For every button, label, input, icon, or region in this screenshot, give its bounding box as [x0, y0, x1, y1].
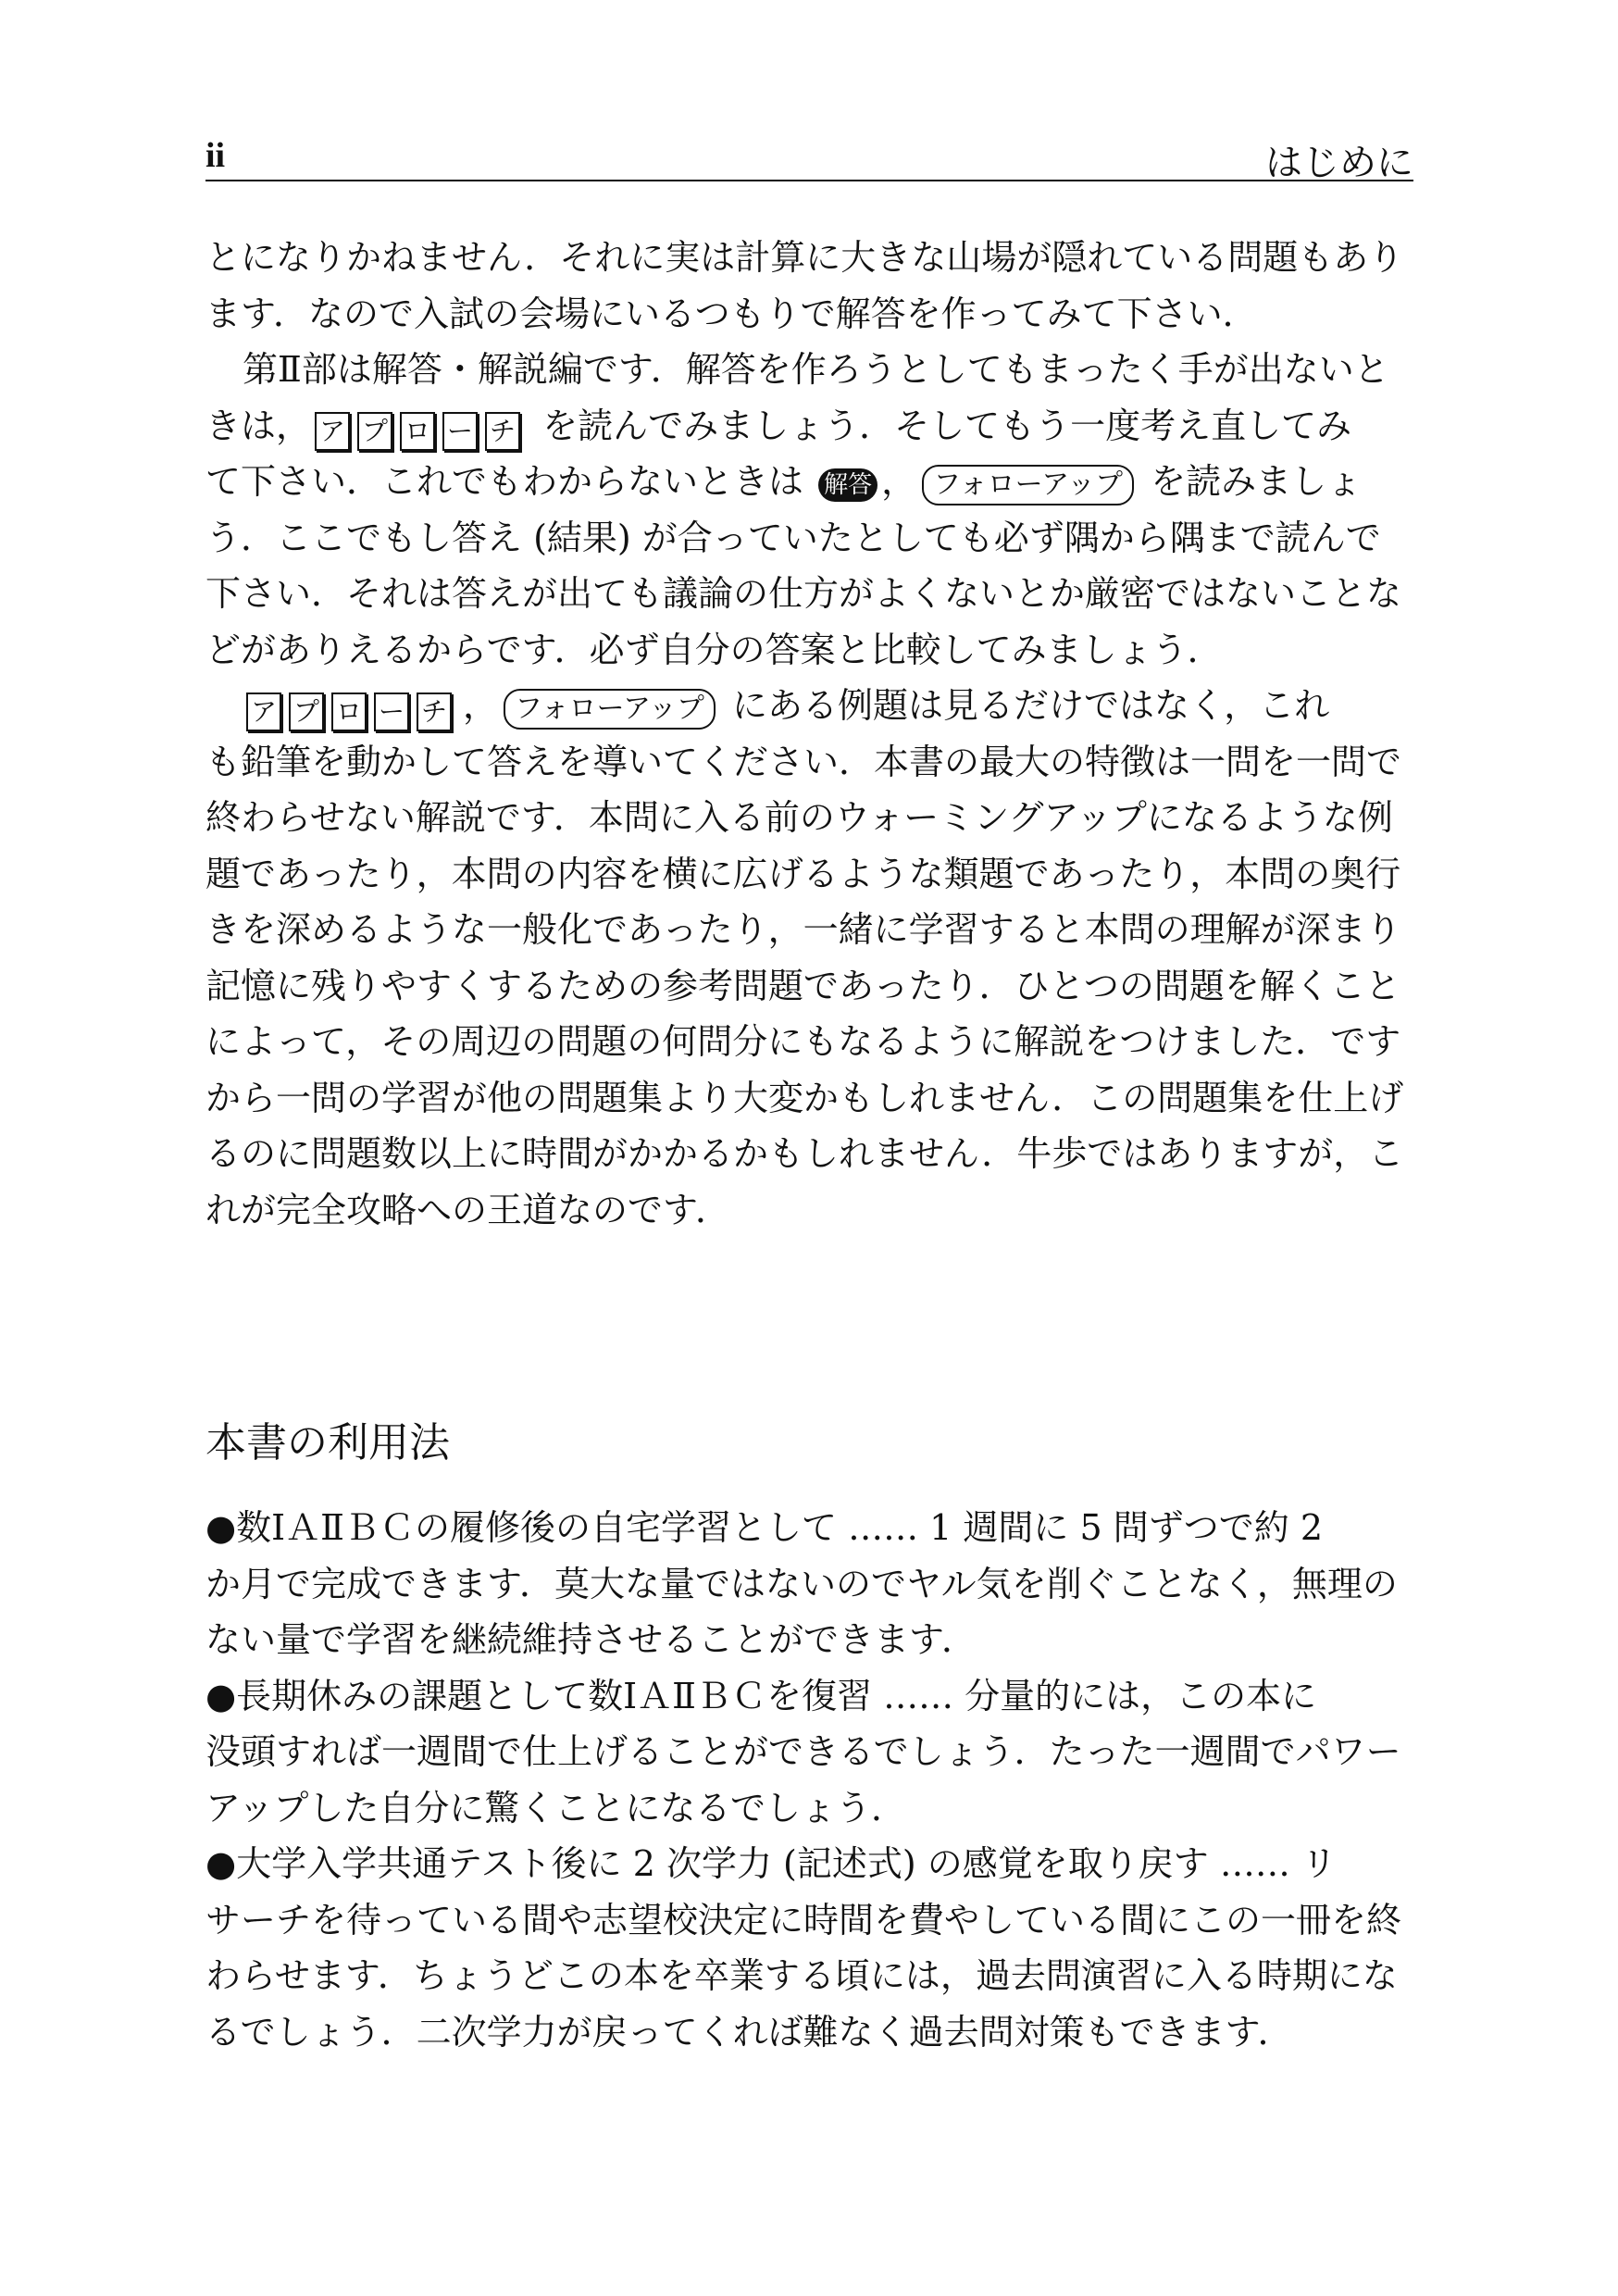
approach-char: ロ: [331, 693, 367, 731]
running-title: はじめに: [1265, 142, 1413, 184]
paragraph-line: 記憶に残りやすくするための参考問題であったり．ひとつの問題を解くこと: [205, 965, 1400, 1006]
usage-item-line: ●長期休みの課題として数ⅠＡⅡＢＣを復習 …… 分量的には，この本に: [205, 1675, 1317, 1716]
usage-item-line: アップした自分に驚くことになるでしょう．: [205, 1787, 906, 1828]
page-number: ii: [205, 136, 226, 175]
paragraph-line: 第Ⅱ部は解答・解説編です．解答を作ろうとしてもまったく手が出ないと: [243, 349, 1389, 390]
approach-char: プ: [357, 412, 392, 451]
paragraph-line: 題であったり，本問の内容を横に広げるような類題であったり，本問の奥行: [205, 853, 1401, 894]
kaitou-badge: 解答: [818, 468, 877, 502]
paragraph-line: も鉛筆を動かして答えを導いてください．本書の最大の特徴は一問を一問で: [205, 741, 1402, 782]
paragraph-line: 下さい．それは答えが出ても議論の仕方がよくないとか厳密ではないことな: [205, 573, 1402, 614]
usage-item-line: るでしょう．二次学力が戻ってくれば難なく過去問対策もできます．: [205, 2011, 1293, 2053]
paragraph-line: きを深めるような一般化であったり，一緒に学習すると本問の理解が深まり: [205, 909, 1401, 950]
text-span: を読んでみましょう．そしてもう一度考え直してみ: [531, 405, 1352, 446]
approach-char: ロ: [400, 412, 435, 451]
text-span: ，: [881, 461, 917, 502]
page-header: [205, 130, 1413, 184]
approach-char: ー: [374, 693, 409, 731]
usage-item-line: サーチを待っている間や志望校決定に時間を費やしている間にこの一冊を終: [205, 1899, 1402, 1940]
approach-badge: [246, 680, 459, 737]
paragraph-line: [205, 398, 1413, 455]
section-heading: 本書の利用法: [205, 1419, 450, 1466]
usage-item-line: わらせます．ちょうどこの本を卒業する頃には，過去問演習に入る時期にな: [205, 1955, 1398, 1996]
usage-item-line: 没頭すれば一週間で仕上げることができるでしょう．たった一週間でパワー: [205, 1731, 1401, 1772]
usage-item-line: ●数ⅠＡⅡＢＣの履修後の自宅学習として …… 1 週間に 5 問ずつで約 2: [205, 1507, 1324, 1548]
text-span: ，: [463, 685, 499, 726]
approach-badge: [315, 401, 528, 457]
approach-char: チ: [417, 693, 452, 731]
paragraph-line: るのに問題数以上に時間がかかるかもしれません．牛歩ではありますが，こ: [205, 1133, 1404, 1174]
paragraph-line: から一問の学習が他の問題集より大変かもしれません．この問題集を仕上げ: [205, 1077, 1404, 1118]
approach-char: プ: [289, 693, 324, 731]
paragraph-line: によって，その周辺の問題の何問分にもなるように解説をつけました．です: [205, 1021, 1401, 1062]
paragraph-line: う．ここでもし答え (結果) が合っていたとしても必ず隅から隅まで読んで: [205, 517, 1381, 558]
usage-item-line: ●大学入学共通テスト後に 2 次学力 (記述式) の感覚を取り戻す …… リ: [205, 1843, 1337, 1884]
text-span: にある例題は見るだけではなく，これ: [720, 685, 1330, 726]
paragraph-line: [205, 454, 1413, 510]
paragraph-line: ます．なので入試の会場にいるつもりで解答を作ってみて下さい．: [205, 293, 1258, 334]
followup-badge: フォローアップ: [504, 689, 716, 730]
usage-list: [205, 1500, 1413, 2060]
text-span: て下さい．これでもわからないときは: [205, 461, 815, 502]
approach-char: ア: [246, 693, 281, 731]
introduction-body: [205, 230, 1413, 1238]
usage-item-line: ない量で学習を継続維持させることができます．: [205, 1619, 977, 1660]
usage-item-line: か月で完成できます．莫大な量ではないのでヤル気を削ぐことなく，無理の: [205, 1563, 1398, 1604]
paragraph-line: れが完全攻略への王道なのです．: [205, 1189, 730, 1230]
paragraph-line: [205, 678, 1413, 734]
paragraph-line: どがありえるからです．必ず自分の答案と比較してみましょう．: [205, 629, 1223, 670]
paragraph-line: とになりかねません．それに実は計算に大きな山場が隠れている問題もあり: [205, 237, 1404, 278]
text-span: を読みましょ: [1139, 461, 1363, 502]
paragraph-line: 終わらせない解説です．本問に入る前のウォーミングアップになるような例: [205, 797, 1393, 838]
approach-char: ア: [315, 412, 350, 451]
approach-char: ー: [442, 412, 478, 451]
approach-char: チ: [485, 412, 520, 451]
text-span: きは，: [205, 405, 312, 446]
followup-badge: フォローアップ: [922, 465, 1134, 505]
